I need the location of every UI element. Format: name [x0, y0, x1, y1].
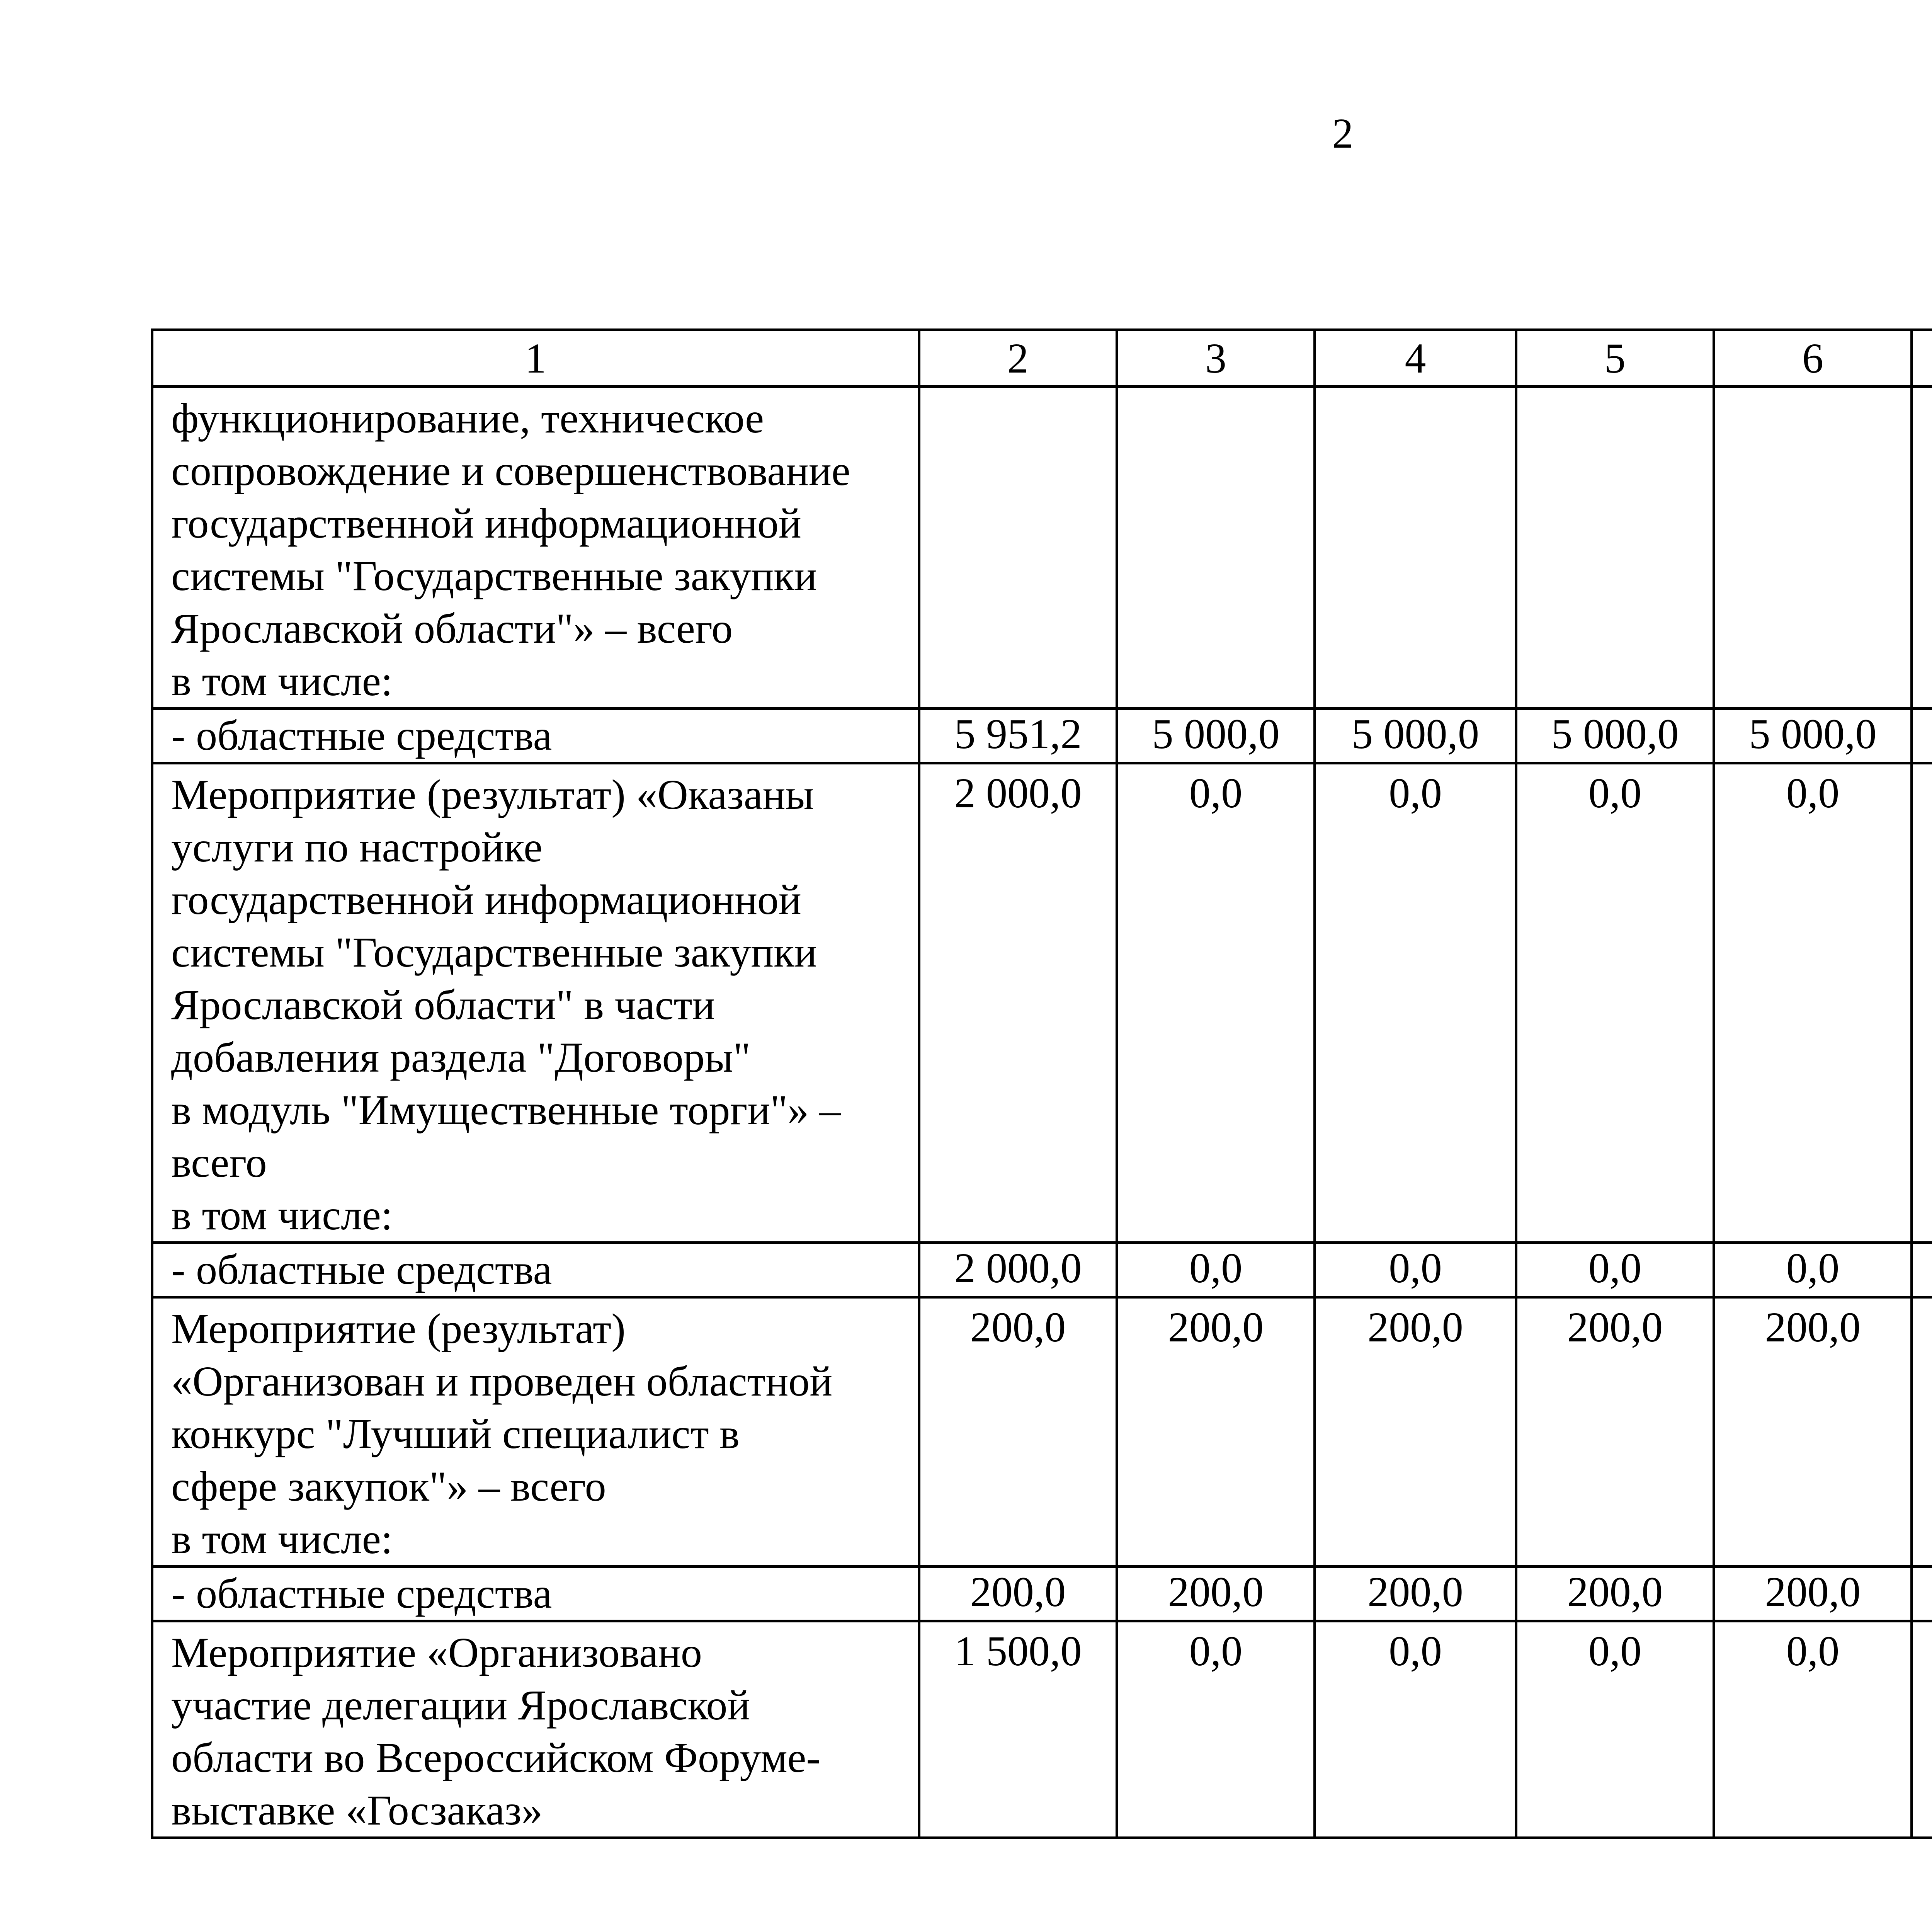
row-value: 0,0 [1516, 1621, 1714, 1838]
row-value: 0,0 [1117, 1243, 1315, 1297]
row-value: 200,0 [1516, 1567, 1714, 1621]
row-value: 200,0 [1315, 1567, 1516, 1621]
row-value: 200,0 [1315, 1297, 1516, 1567]
table-row [152, 387, 1932, 709]
row-value: 200,0 [919, 1297, 1117, 1567]
row-description: - областные средства [152, 709, 919, 763]
column-header: 3 [1117, 330, 1315, 387]
row-value: 2 000,0 [919, 763, 1117, 1243]
row-value [1912, 387, 1932, 709]
row-description: Мероприятие (результат) «Оказаны услуги по настройке государственной информационной системы "Государственные закупки Ярославской области" в части добавления раздела "Договоры" в модуль "Имущественные торги"» – всего в том числе: [152, 763, 919, 1243]
row-value: 200,0 [1117, 1297, 1315, 1567]
row-value: 200,0 [1117, 1567, 1315, 1621]
row-value: 0,0 [1714, 1243, 1912, 1297]
row-value: 2 000,0 [919, 1243, 1117, 1297]
row-value: 200,0 [919, 1567, 1117, 1621]
table-row [152, 1297, 1932, 1567]
row-value [1912, 1621, 1932, 1838]
column-header [1912, 330, 1932, 387]
table-row [152, 1567, 1932, 1621]
row-value: 0,0 [1714, 763, 1912, 1243]
table-row [152, 1243, 1932, 1297]
row-value: 0,0 [1117, 1621, 1315, 1838]
row-value [1912, 709, 1932, 763]
row-value: 5 000,0 [1516, 709, 1714, 763]
column-header: 4 [1315, 330, 1516, 387]
row-description: функционирование, техническое сопровождение и совершенствование государственной информационной системы "Государственные закупки Ярославской области"» – всего в том числе: [152, 387, 919, 709]
row-value [1117, 387, 1315, 709]
column-header: 2 [919, 330, 1117, 387]
column-header: 5 [1516, 330, 1714, 387]
row-description: Мероприятие (результат) «Организован и проведен областной конкурс "Лучший специалист в сфере закупок"» – всего в том числе: [152, 1297, 919, 1567]
row-value: 200,0 [1714, 1297, 1912, 1567]
row-value: 200,0 [1714, 1567, 1912, 1621]
row-description: - областные средства [152, 1567, 919, 1621]
row-value: 0,0 [1315, 1621, 1516, 1838]
row-value: 5 000,0 [1315, 709, 1516, 763]
row-value: 0,0 [1714, 1621, 1912, 1838]
header-row [152, 330, 1932, 387]
table-body [152, 387, 1932, 1838]
row-value: 5 951,2 [919, 709, 1117, 763]
column-header: 1 [152, 330, 919, 387]
row-value: 0,0 [1516, 763, 1714, 1243]
row-value: 5 000,0 [1714, 709, 1912, 763]
row-value [1912, 1297, 1932, 1567]
row-value: 0,0 [1315, 1243, 1516, 1297]
budget-table [151, 328, 1932, 1839]
row-value: 200,0 [1516, 1297, 1714, 1567]
page-number: 2 [1332, 110, 1354, 157]
row-value [1315, 387, 1516, 709]
row-value [919, 387, 1117, 709]
table-row [152, 1621, 1932, 1838]
table-header [152, 330, 1932, 387]
row-value [1714, 387, 1912, 709]
column-header: 6 [1714, 330, 1912, 387]
row-description: Мероприятие «Организовано участие делегации Ярославской области во Всероссийском Форуме- выставке «Госзаказ» [152, 1621, 919, 1838]
row-value: 0,0 [1516, 1243, 1714, 1297]
row-value: 1 500,0 [919, 1621, 1117, 1838]
table-row [152, 709, 1932, 763]
row-value [1912, 1243, 1932, 1297]
row-value: 0,0 [1117, 763, 1315, 1243]
row-description: - областные средства [152, 1243, 919, 1297]
row-value: 0,0 [1315, 763, 1516, 1243]
row-value [1912, 763, 1932, 1243]
row-value [1516, 387, 1714, 709]
row-value: 5 000,0 [1117, 709, 1315, 763]
row-value [1912, 1567, 1932, 1621]
table-row [152, 763, 1932, 1243]
